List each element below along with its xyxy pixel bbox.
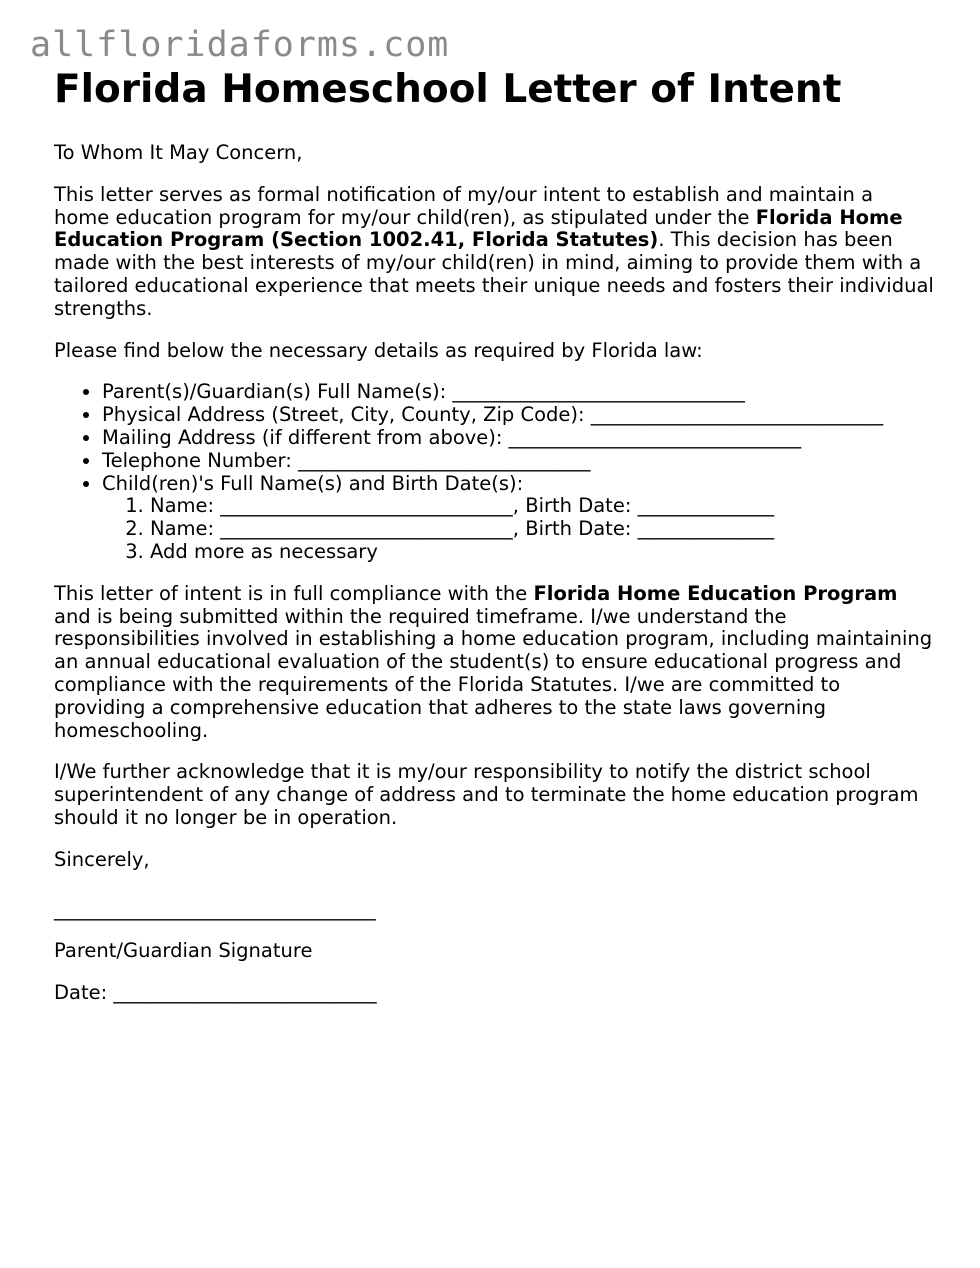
compliance-text-end: and is being submitted within the required timeframe. I/we understand the responsibilities involved in establishing a home education program, including maintaining an annual educational evaluation of the student(s) to ensure educational progress and compliance with the requirements of the Florida Statutes. I/we are committed to providing a comprehensive education that adheres to the state laws governing homeschooling. <box>54 604 933 742</box>
letter-body <box>54 142 934 1024</box>
details-intro: Please find below the necessary details as required by Florida law: <box>54 338 703 362</box>
signature-label: Parent/Guardian Signature <box>54 939 313 963</box>
physical-address-field: • Physical Address (Street, City, County, Zip Code): ______________________________ <box>102 404 934 427</box>
salutation: To Whom It May Concern, <box>54 141 303 164</box>
parent-name-field: • Parent(s)/Guardian(s) Full Name(s): ______________________________ <box>102 381 934 404</box>
site-watermark: allfloridaforms.com <box>30 25 450 65</box>
statute-reference: Florida Home Education Program (Section 1002.41, Florida Statutes) <box>54 205 903 252</box>
mailing-address-field: • Mailing Address (if different from above): ______________________________ <box>102 427 934 450</box>
children-field <box>102 473 934 564</box>
intro-text-start: This letter serves as formal notification of my/our intent to establish and maintain a home education program for my/our child(ren), as stipulated under the <box>54 182 874 229</box>
telephone-field: • Telephone Number: ______________________________ <box>102 450 934 473</box>
signature-line: _________________________________ <box>54 897 376 921</box>
child-entry-more: 3. Add more as necessary <box>150 541 934 564</box>
child-entry: 1. Name: ______________________________, Birth Date: ______________ <box>150 495 934 518</box>
compliance-text-start: This letter of intent is in full compliance with the <box>54 581 534 605</box>
acknowledgement-paragraph: I/We further acknowledge that it is my/our responsibility to notify the district school superintendent of any change of address and to terminate the home education program should it no longer be in operation. <box>54 760 919 829</box>
page-title: Florida Homeschool Letter of Intent <box>54 67 842 112</box>
children-list <box>102 495 934 563</box>
intro-paragraph <box>54 184 934 321</box>
closing: Sincerely, <box>54 847 150 871</box>
intro-text-end: . This decision has been made with the best interests of my/our child(ren) in mind, aiming to provide them with a tailored educational experience that meets their unique needs and fosters their individual strengths. <box>54 228 934 320</box>
compliance-paragraph <box>54 583 934 743</box>
children-label: Child(ren)'s Full Name(s) and Birth Date(s): <box>102 471 524 495</box>
child-entry: 2. Name: ______________________________, Birth Date: ______________ <box>150 518 934 541</box>
program-name: Florida Home Education Program <box>533 581 898 605</box>
details-list <box>54 381 934 563</box>
date-line: Date: ___________________________ <box>54 981 377 1005</box>
